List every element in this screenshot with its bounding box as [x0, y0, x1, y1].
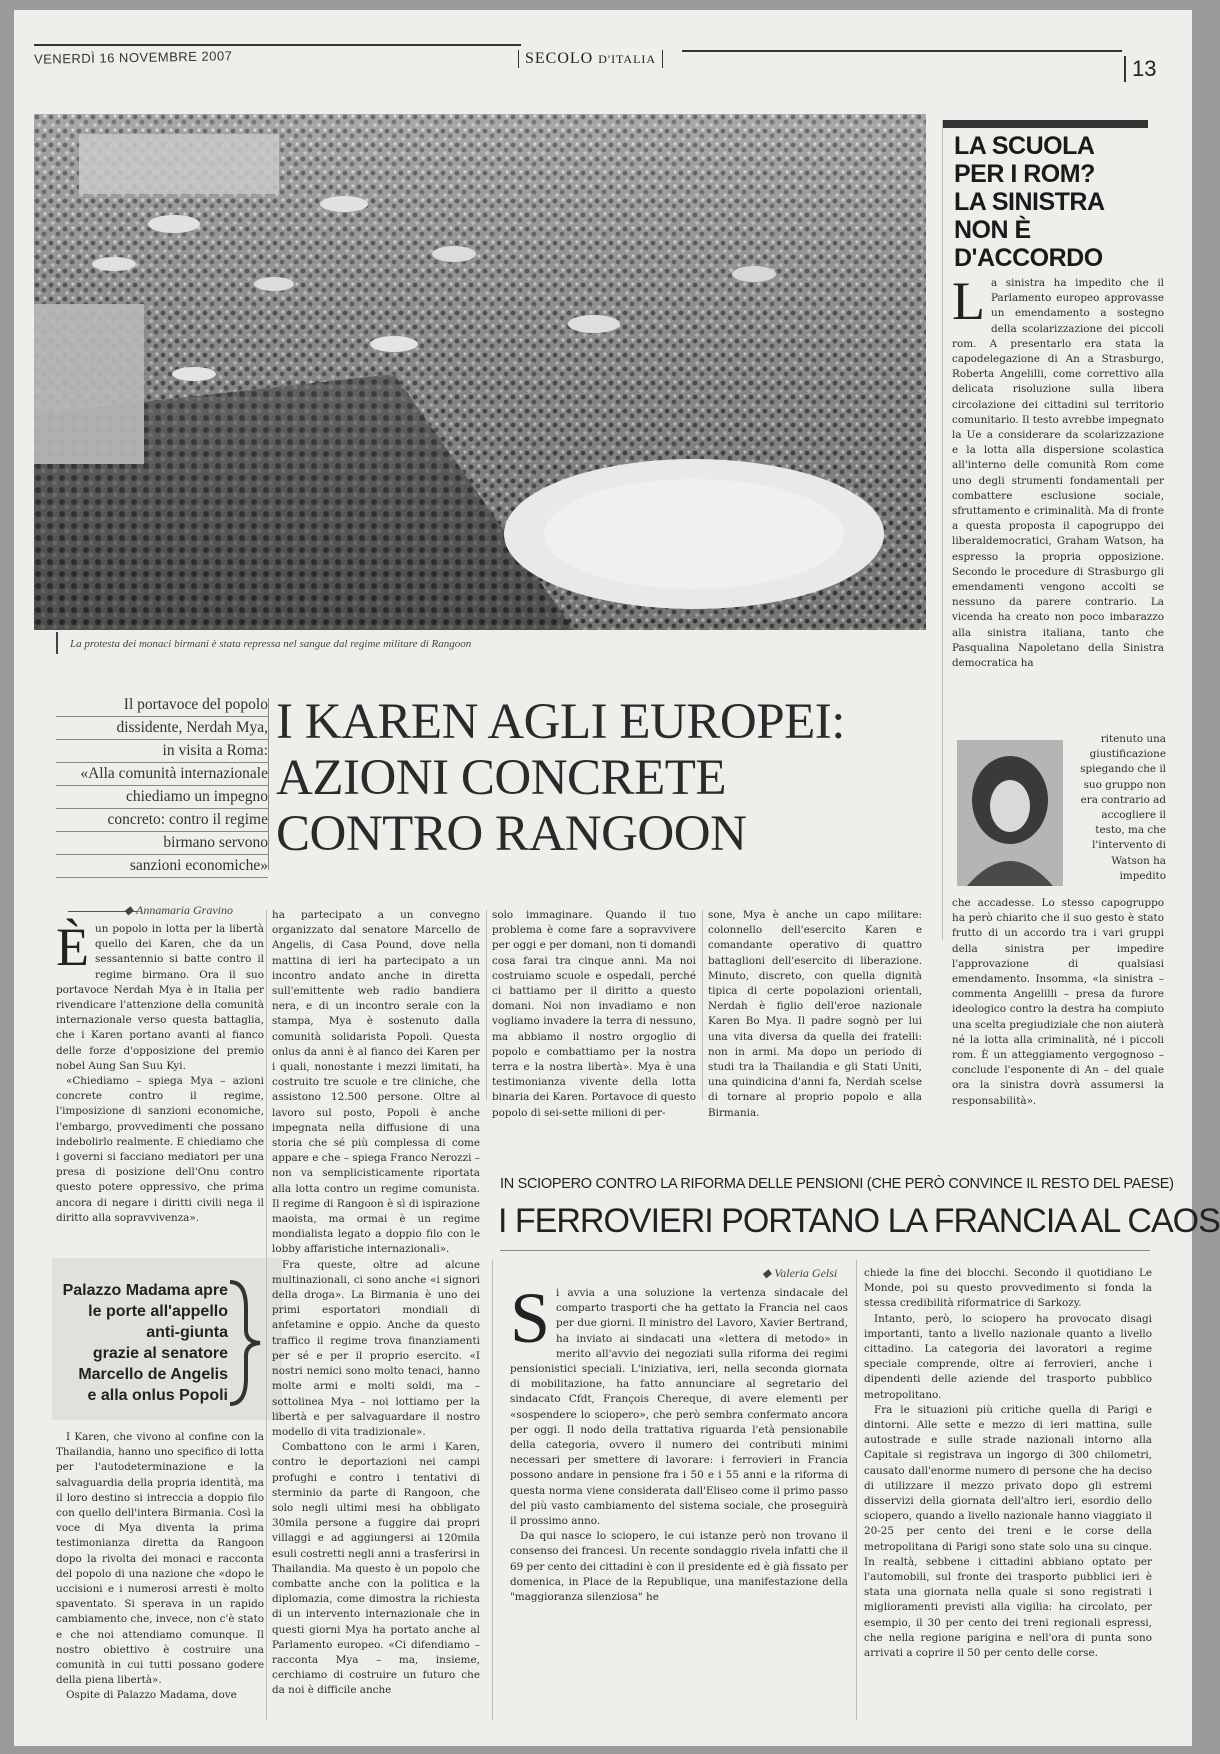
- column-rule: [856, 1260, 857, 1720]
- sidebar-wrap-text: ritenuto una giustificazione spiegando che il suo gruppo non era contrario ad accogliere il testo, ma che l'intervento di Watson ha impedito: [1080, 733, 1166, 882]
- pullquote-line: anti-giunta: [146, 1324, 228, 1341]
- headline-line: I KAREN AGLI EUROPEI:: [276, 694, 845, 750]
- column-rule: [266, 910, 267, 1720]
- sidebar-title-line: PER I ROM?: [954, 160, 1095, 188]
- headline-line: AZIONI CONCRETE: [276, 750, 727, 806]
- article1-deck: [56, 694, 268, 878]
- article2-dropcap: S: [510, 1278, 551, 1358]
- article1-paragraph: ha partecipato a un convegno organizzato dal senatore Marcello de Angelis, di Casa Pound, dove nella mattina di ieri ha partecipato a un incontro andato anche in diretta sull'emittente web radio bandiera nera, e di un incontro serale con la stampa, Mya è sostenuto dalla comunità solidarista Popoli. Questa onlus da anni è al fianco dei Karen per i quali, nonostante i mezzi limitati, ha costruito tre scuole e tre cliniche, che assistono 12.500 persone. Oltre al lavoro sul posto, Popoli è anche impegnata nella diffusione di una storia che sé più complessa di come appare e che – spiega Franco Nerozzi – non va semplicisticamente riportata alla lotta contro un regime comunista. Il regime di Rangoon è sì di ispirazione maoista, ma ormai è un regime mondialista legato a doppio filo con le lobby affaristiche internazionali».: [272, 909, 480, 1256]
- header-rule-left: [34, 44, 521, 46]
- article2-kicker: IN SCIOPERO CONTRO LA RIFORMA DELLE PENSIONI (CHE PERÒ CONVINCE IL RESTO DEL PAESE): [500, 1176, 1174, 1192]
- article2-headline-rule: [500, 1250, 1150, 1251]
- header-rule-right: [682, 50, 1122, 52]
- article2-paragraph: chiede la fine dei blocchi. Secondo il quotidiano Le Monde, poi su questo provvedimento si fonda la stessa credibilità riformatrice di Sarkozy.: [864, 1267, 1152, 1310]
- brace-icon: [226, 1278, 266, 1408]
- protest-photo: [34, 114, 926, 630]
- pullquote-line: Marcello de Angelis: [78, 1366, 228, 1383]
- article2-paragraph: Fra le situazioni più critiche quella di Parigi e dintorni. Alle sette e mezzo di ieri mattina, sulle autostrade e sulle strade nazionali intorno alla Capitale si registrava un ingorgo di 300 chilometri, causato dall'enorme numero di persone che ha deciso di utilizzare il mezzo privato dopo gli estremi disservizi della giornata dell'altro ieri, esordio dello sciopero, quando a livello nazionale hanno viaggiato il 20-25 per cento dei treni e le corse della metropolitana di Parigi sono state solo una su cinque. In realtà, sebbene i cittadini abbiano optato per l'automobili, sul fronte dei trasporto pubblici ieri è stata una giornata nella quale si sono registrati i miglioramenti previsti alla vigilia: ha circolato, per esempio, il 30 per cento dei treni regionali espressi, che nella regione parigina e nell'ora di punta sono arrivati a coprire il 50 per cento delle corse.: [864, 1403, 1152, 1660]
- sidebar-rule: [942, 120, 943, 940]
- byline-name: Valeria Gelsi: [774, 1266, 838, 1280]
- deck-line: dissidente, Nerdah Mya,: [56, 717, 268, 740]
- article2-headline: I FERROVIERI PORTANO LA FRANCIA AL CAOS: [498, 1202, 1220, 1240]
- sidebar-title-line: NON È D'ACCORDO: [954, 216, 1103, 272]
- deck-line: concreto: contro il regime: [56, 809, 268, 832]
- column-rule: [702, 910, 703, 1100]
- deck-line: birmano servono: [56, 832, 268, 855]
- sidebar-title: [954, 132, 1154, 272]
- article1-byline: ◆ Annamaria Gravino: [124, 903, 234, 917]
- article1-col4: [708, 908, 922, 1119]
- portrait-image: [957, 740, 1063, 886]
- article2-col1: [510, 1278, 848, 1720]
- sidebar-title-line: LA SCUOLA: [954, 132, 1095, 160]
- article1-col1-top: [56, 917, 264, 1250]
- article2-paragraph: Intanto, però, lo sciopero ha provocato disagi importanti, tanto a livello nazionale quanto a livello cittadino. La categoria dei lavoratori a regime speciale comprende, oltre ai ferrovieri, anche i dipendenti delle aziende del trasporto pubblico metropolitano.: [864, 1312, 1152, 1401]
- paper-name-suffix: D'ITALIA: [598, 52, 657, 66]
- article1-paragraph: solo immaginare. Quando il tuo problema è come fare a sopravvivere per oggi e per domani, non ti domandi cosa farai tra cinque anni. Ma noi costruiamo scuole e ospedali, perché ci battiamo per il diritto a questo domani. Noi non invadiamo e non vogliamo invadere la terra di nessuno, ma abbiamo il nostro orgoglio di popolo e combattiamo per la nostra terra e la nostra libertà». Mya è una testimonianza vivente della lotta binaria dei Karen. Portavoce di questo popolo di sei-sette milioni di per-: [492, 909, 696, 1119]
- article1-paragraph: Combattono con le armi i Karen, contro le deportazioni nei campi profughi e contro i tentativi di sterminio da parte di Rangoon, che solo negli ultimi mesi ha obbligato 30mila persone a fuggire dai propri villaggi e ad aggiungersi ai 120mila esuli costretti negli anni a trasferirsi in Thailandia. Ma questo è un popolo che combatte anche con la politica e la diplomazia, come dimostra la richiesta di un intervento internazionale che in questi giorni Mya ha portato anche al Parlamento europeo. «Ci difendiamo – racconta Mya – ma, insieme, cerchiamo di costruire un futuro che da noi è difficile anche: [272, 1441, 480, 1697]
- article1-pullquote: [58, 1280, 228, 1406]
- article1-dropcap: È: [56, 917, 89, 977]
- article2-paragraph: i avvia a una soluzione la vertenza sindacale del comparto trasporti che ha gettato la Francia nel caos per due giorni. Il ministro del Lavoro, Xavier Bertrand, ha inviato ai sindacati una «lettera di metodo» in merito all'avvio dei negoziati sulla riforma dei regimi pensionistici speciali. L'iniziativa, ieri, nella seconda giornata di mobilitazione, ha fatto annunciare al segretario del sindacato Cfdt, François Chereque, di avere elementi per «sospendere lo sciopero», che però sembra confermato ancora per oggi. Il nodo della trattativa riguarda l'età pensionabile della categoria, ovvero il numero dei contributi minimi necessari per smettere di lavorare: i ferrovieri in Francia possono andare in pensione fra i 50 e i 55 anni e la riforma di questa norma viene considerata dall'Eliseo come il primo passo del più vasto cambiamento del sistema sociale, che proseguirà il prossimo anno.: [510, 1287, 848, 1528]
- column-rule: [492, 1260, 493, 1720]
- paper-name: [518, 50, 663, 68]
- sidebar-body-bottom: che accadesse. Lo stesso capogruppo ha però chiarito che il suo gesto è stato frutto di un accordo tra i vari gruppi della sinistra per impedire l'approvazione di qualsiasi emendamento. Insomma, «la sinistra – commenta Angelilli – presa da furore ideologico contro la destra ha compiuto una scelta pregiudiziale che non aiuterà né la lotta alla criminalità, né i piccoli rom. È un atteggiamento vergognoso – conclude l'esponente di An – del quale ora la sinistra dovrà assumersi la responsabilità».: [952, 897, 1164, 1107]
- article1-headline: [276, 694, 936, 862]
- deck-line: Il portavoce del popolo: [56, 694, 268, 717]
- article1-col2: [272, 908, 480, 1720]
- sidebar-portrait: [957, 740, 1063, 886]
- pullquote-line: le porte all'appello: [88, 1303, 228, 1320]
- deck-line: «Alla comunità internazionale: [56, 763, 268, 786]
- deck-line: in visita a Roma:: [56, 740, 268, 763]
- article2-paragraph: Da qui nasce lo sciopero, le cui istanze però non trovano il consenso dei francesi. Un recente sondaggio rivela infatti che il 69 per cento dei cittadini è con il presidente ed è già fissato per domenica, in Place de la Republique, una manifestazione della "maggioranza silenziosa" he: [510, 1530, 848, 1604]
- article2-col2: [864, 1266, 1152, 1720]
- pullquote-line: grazie al senatore: [92, 1345, 228, 1362]
- deck-line: sanzioni economiche»: [56, 855, 268, 878]
- article1-paragraph: un popolo in lotta per la libertà quello dei Karen, che da un sessantennio si batte contro il regime birmano. Ora il suo portavoce Nerdah Mya è in Italia per rivendicare l'attenzione della comunità internazionale verso questa battaglia, che i Karen portano avanti al fianco delle forze d'opposizione del premio nobel Aung San Suu Kyi.: [56, 923, 264, 1072]
- article1-col1-bottom: [56, 1430, 264, 1720]
- deck-rule: [268, 698, 269, 870]
- crowd-photo-image: [34, 114, 926, 630]
- sidebar-top-bar: [942, 120, 1148, 128]
- sidebar-dropcap: L: [952, 271, 985, 331]
- sidebar-title-line: LA SINISTRA: [954, 188, 1105, 216]
- article1-paragraph: sone, Mya è anche un capo militare: colonnello dell'esercito Karen e comandante operativo di quattro battaglioni dell'esercito di liberazione. Minuto, discreto, con quella dignità tipica di certe popolazioni orientali, Nerdah è figlio dell'eroe nazionale Karen Bo Mya. Il padre sognò per lui una vita diversa da quella dei fratelli: non in armi. Ma dopo un periodo di studi tra la Thailandia e gli Stati Uniti, una quindicina d'anni fa, Nerdah scelse di tornare al proprio popolo e alla Birmania.: [708, 909, 922, 1119]
- column-rule: [486, 910, 487, 1100]
- deck-line: chiediamo un impegno: [56, 786, 268, 809]
- newspaper-page: [14, 10, 1220, 1746]
- pullquote-line: e alla onlus Popoli: [87, 1387, 228, 1404]
- byline-name: Annamaria Gravino: [136, 903, 234, 917]
- sidebar-body-top: [952, 271, 1164, 736]
- paper-name-main: SECOLO: [525, 50, 594, 67]
- article1-col3: [492, 908, 696, 1119]
- pullquote-line: Palazzo Madama apre: [62, 1282, 228, 1299]
- photo-caption: La protesta dei monaci birmani è stata repressa nel sangue dal regime militare di Rangoon: [70, 638, 472, 650]
- article1-paragraph: Ospite di Palazzo Madama, dove: [66, 1689, 237, 1702]
- article2-byline: ◆ Valeria Gelsi: [762, 1266, 838, 1280]
- article1-paragraph: Fra queste, oltre ad alcune multinazionali, ci sono anche «i signori della droga». La Birmania è uno dei primi esportatori mondiali di anfetamine e oppio. Anche da questo traffico il regime trova finanziamenti per sé e per il proprio esercito. «I nostri nemici sono molto tenaci, hanno molte armi e molti soldi, ma – sottolinea Mya – noi lottiamo per la libertà e per salvaguardare il nostro modello di vita tradizionale».: [272, 1258, 480, 1438]
- sidebar-paragraph: a sinistra ha impedito che il Parlamento europeo approvasse un emendamento a sostegno della scolarizzazione dei piccoli rom. A presentarlo era stata la capodelegazione di An a Strasburgo, Roberta Angelilli, come correttivo alla delicata risoluzione sulla libera circolazione dei cittadini sul territorio comunitario. Il testo avrebbe impegnato la Ue a considerare da scolarizzazione e la lotta alla dispersione scolastica all'interno delle comunità Rom come uno degli strumenti fondamentali per combattere esclusione sociale, sfruttamento e criminalità. Ma di fronte a questa proposta il capogruppo dei liberaldemocratici, Graham Watson, ha espresso la propria opposizione. Secondo le procedure di Strasburgo gli emendamenti vengono accolti se nessuno da parere contrario. La vicenda ha creato non poco imbarazzo alla sinistra italiana, tanto che Pasqualina Napoletano della Sinistra democratica ha: [952, 277, 1164, 670]
- article1-paragraph: I Karen, che vivono al confine con la Thailandia, hanno uno specifico di lotta per l'autodeterminazione e la salvaguardia della propria identità, ma il loro destino si intreccia a doppio filo con quello dell'intera Birmania. Così la voce di Mya diventa la prima testimonianza diretta da Rangoon dopo la rivolta dei monaci e racconta del popolo di una nazione che «dopo le uccisioni e i numerosi arresti è molto spaventato. Si sperava in un rapido cambiamento che, invece, non c'è stato e che noi attendiamo comunque. Il nostro obiettivo è costruire una comunità in cui tutti possano godere della piena libertà».: [56, 1431, 264, 1687]
- caption-marker: [56, 632, 58, 654]
- page-number: 13: [1124, 56, 1156, 82]
- headline-line: CONTRO RANGOON: [276, 806, 747, 862]
- issue-date: VENERDÌ 16 NOVEMBRE 2007: [33, 48, 233, 67]
- pullquote-brace: [226, 1278, 266, 1412]
- article1-paragraph: «Chiediamo – spiega Mya – azioni concrete contro il regime, l'imposizione di sanzioni economiche, l'embargo, provvedimenti che possano indebolirlo realmente. E chiediamo che i governi si facciano mediatori per una presa di posizione dell'Onu contro questo potere oppressivo, che prima ancora di negare i diritti civili nega il diritto alla sopravvivenza».: [56, 1075, 264, 1224]
